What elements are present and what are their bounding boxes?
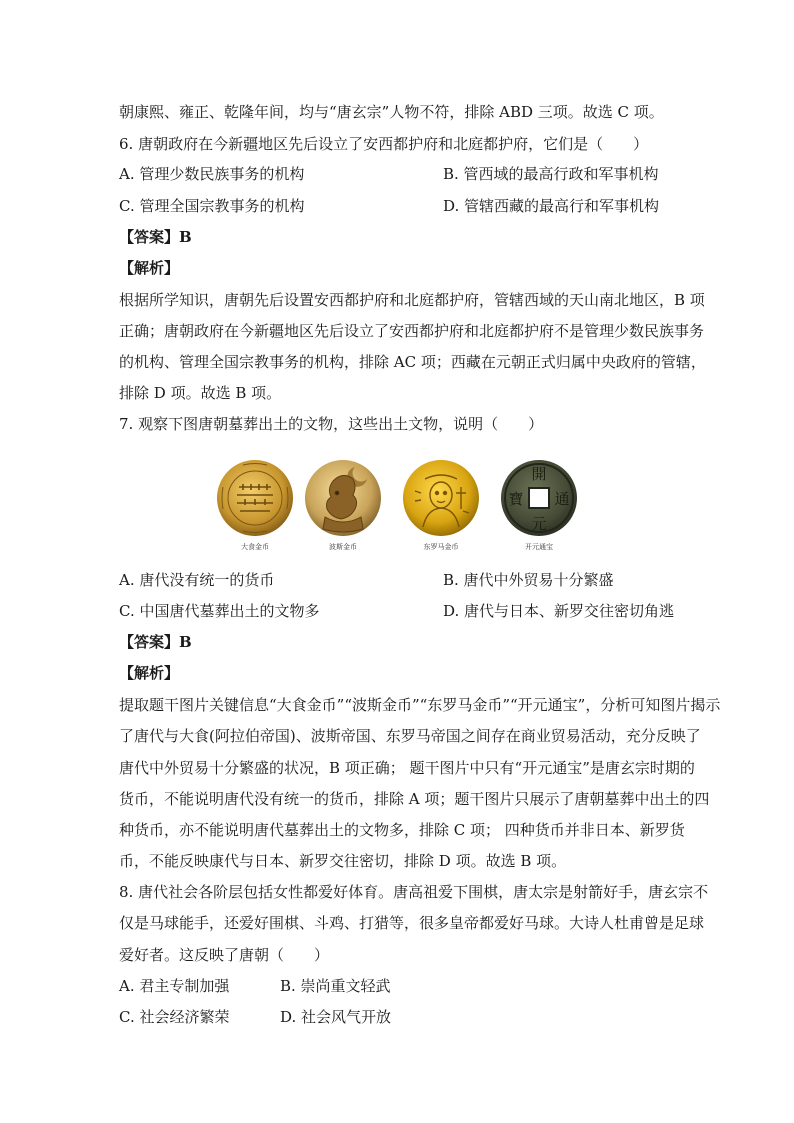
analysis-7-line: 货币，不能说明唐代没有统一的货币，排除 A 项；题干图片只展示了唐朝墓葬中出土的四 xyxy=(119,790,710,808)
persian-gold-coin-icon xyxy=(303,457,383,539)
answer-6: 【答案】B xyxy=(119,228,192,246)
analysis-6-line: 正确；唐朝政府在今新疆地区先后设立了安西都护府和北庭都护府不是管理少数民族事务 xyxy=(119,322,705,340)
option-7c: C. 中国唐代墓葬出土的文物多 xyxy=(119,602,320,620)
text-line: 朝康熙、雍正、乾隆年间，均与“唐玄宗”人物不符，排除 ABD 三项。故选 C 项。 xyxy=(119,103,664,121)
analysis-6-line: 排除 D 项。故选 B 项。 xyxy=(119,384,282,402)
coin-dashi xyxy=(210,455,300,555)
question-8-line: 爱好者。这反映了唐朝（ ） xyxy=(119,946,330,964)
caption-dashi: 大食金币 xyxy=(241,543,269,551)
coin-glyph-top: 開 xyxy=(531,465,547,483)
coin-kaiyuan xyxy=(494,455,584,555)
dashi-gold-coin-icon xyxy=(215,457,295,539)
coin-glyph-left: 寶 xyxy=(508,490,524,508)
option-6a: A. 管理少数民族事务的机构 xyxy=(119,165,305,183)
option-6b: B. 管西域的最高行政和军事机构 xyxy=(443,165,659,183)
analysis-6-heading: 【解析】 xyxy=(119,259,180,277)
option-8d: D. 社会风气开放 xyxy=(280,1008,392,1026)
kaiyuan-tongbao-coin-icon xyxy=(499,457,579,539)
analysis-7-line: 提取题干图片关键信息“大食金币”“波斯金币”“东罗马金币”“开元通宝”，分析可知图片揭示 xyxy=(119,696,721,714)
analysis-7-line: 了唐代与大食(阿拉伯帝国)、波斯帝国、东罗马帝国之间存在商业贸易活动，充分反映了 xyxy=(119,727,701,745)
option-7b: B. 唐代中外贸易十分繁盛 xyxy=(443,571,614,589)
byzantine-gold-coin-icon xyxy=(401,457,481,539)
option-7d: D. 唐代与日本、新罗交往密切角逃 xyxy=(443,602,675,620)
coin-glyph-right: 通 xyxy=(554,490,570,508)
option-8a: A. 君主专制加强 xyxy=(119,977,230,995)
caption-dongluoma: 东罗马金币 xyxy=(423,543,459,551)
analysis-7-line: 种货币，亦不能说明唐代墓葬出土的文物多，排除 C 项； 四种货币并非日本、新罗货 xyxy=(119,821,685,839)
question-6: 6. 唐朝政府在今新疆地区先后设立了安西都护府和北庭都护府，它们是（ ） xyxy=(119,135,649,153)
option-6d: D. 管辖西藏的最高行和军事机构 xyxy=(443,197,660,215)
caption-kaiyuan: 开元通宝 xyxy=(525,543,553,551)
question-8: 8. 唐代社会各阶层包括女性都爱好体育。唐高祖爱下围棋，唐太宗是射箭好手，唐玄宗不 xyxy=(119,883,709,901)
option-6c: C. 管理全国宗教事务的机构 xyxy=(119,197,305,215)
option-8c: C. 社会经济繁荣 xyxy=(119,1008,230,1026)
option-8b: B. 崇尚重文轻武 xyxy=(280,977,391,995)
answer-7: 【答案】B xyxy=(119,633,192,651)
caption-bosi: 波斯金币 xyxy=(329,543,357,551)
coin-glyph-bottom: 元 xyxy=(531,515,547,533)
analysis-6-line: 根据所学知识，唐朝先后设置安西都护府和北庭都护府，管辖西域的天山南北地区，B 项 xyxy=(119,291,705,309)
question-8-line: 仅是马球能手，还爱好围棋、斗鸡、打猎等，很多皇帝都爱好马球。大诗人杜甫曾是足球 xyxy=(119,914,705,932)
analysis-6-line: 的机构、管理全国宗教事务的机构，排除 AC 项；西藏在元朝正式归属中央政府的管辖， xyxy=(119,353,706,371)
coins-figure xyxy=(210,455,595,555)
coin-bosi xyxy=(298,455,388,555)
option-7a: A. 唐代没有统一的货币 xyxy=(119,571,275,589)
question-7: 7. 观察下图唐朝墓葬出土的文物，这些出土文物，说明（ ） xyxy=(119,415,544,433)
coin-dongluoma xyxy=(396,455,486,555)
analysis-7-line: 唐代中外贸易十分繁盛的状况，B 项正确； 题干图片中只有“开元通宝”是唐玄宗时期的 xyxy=(119,759,695,777)
analysis-7-line: 币，不能反映康代与日本、新罗交往密切，排除 D 项。故选 B 项。 xyxy=(119,852,567,870)
analysis-7-heading: 【解析】 xyxy=(119,664,180,682)
